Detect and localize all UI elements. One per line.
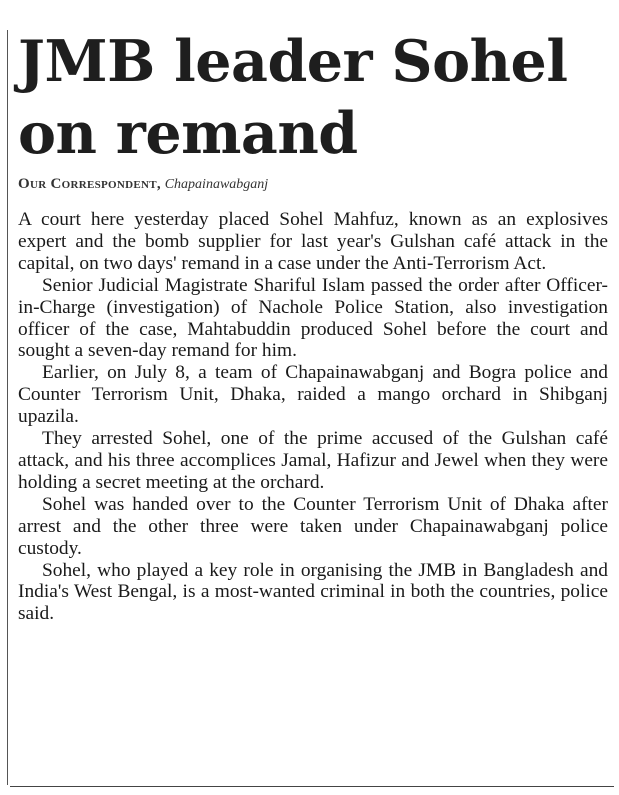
paragraph-2: Senior Judicial Magistrate Shariful Islam passed the order after Officer-in-Charge (investigation) of Nachole Police Station, also investigation officer of the case, Mahtabuddin produced Sohel before the court and sought a seven-day remand for him.	[18, 274, 608, 362]
headline-line-1: JMB leader Sohel	[18, 28, 568, 95]
column-rule-left	[7, 30, 8, 785]
byline	[18, 174, 608, 195]
headline	[18, 26, 608, 170]
paragraph-4: They arrested Sohel, one of the prime accused of the Gulshan café attack, and his three accomplices Jamal, Hafizur and Jewel when they were holding a secret meeting at the orchard.	[18, 428, 608, 493]
byline-correspondent: Our Correspondent,	[18, 176, 161, 192]
byline-location: Chapainawabganj	[164, 177, 269, 192]
article-body	[18, 209, 608, 625]
column-rule-bottom	[10, 786, 614, 787]
paragraph-1: A court here yesterday placed Sohel Mahfuz, known as an explosives expert and the bomb supplier for last year's Gulshan café attack in the capital, on two days' remand in a case under the Anti-Terrorism Act.	[18, 209, 608, 274]
news-article	[18, 26, 608, 625]
paragraph-6: Sohel, who played a key role in organising the JMB in Bangladesh and India's West Bengal, is a most-wanted criminal in both the countries, police said.	[18, 559, 608, 625]
headline-line-2: on remand	[18, 100, 358, 167]
paragraph-3: Earlier, on July 8, a team of Chapainawabganj and Bogra police and Counter Terrorism Unit, Dhaka, raided a mango orchard in Shibganj upazila.	[18, 362, 608, 428]
paragraph-5: Sohel was handed over to the Counter Terrorism Unit of Dhaka after arrest and the other three were taken under Chapainawabganj police custody.	[18, 493, 608, 559]
